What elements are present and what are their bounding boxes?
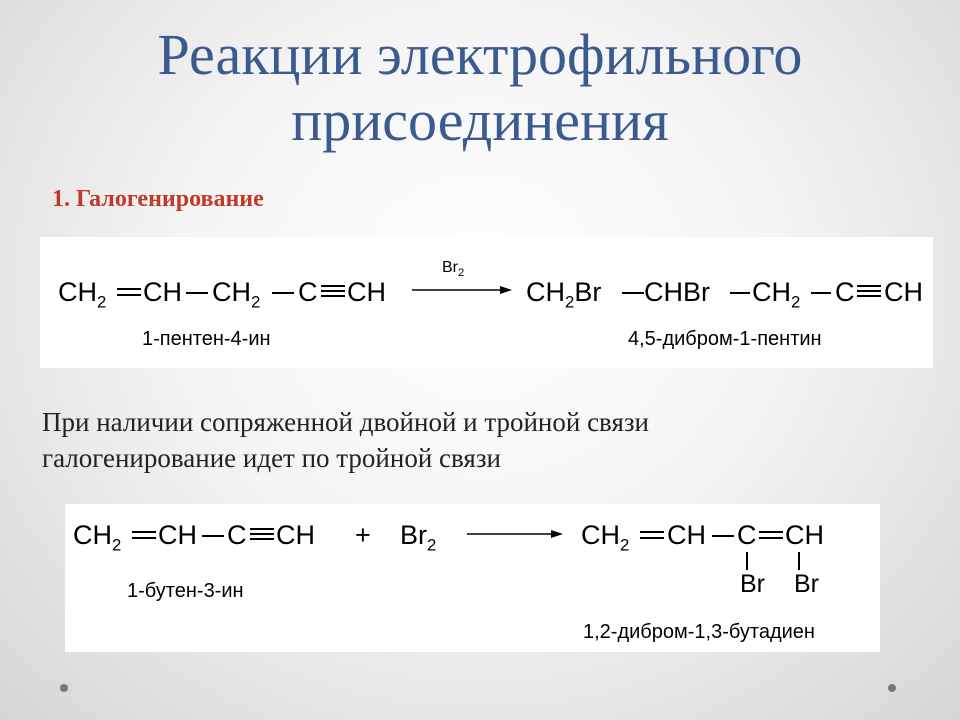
double-bond-icon: [759, 530, 783, 540]
reaction-arrow-icon: [467, 528, 563, 540]
reaction-arrow-icon: [412, 284, 512, 296]
double-bond-icon: [117, 287, 141, 297]
reaction-2-reactant-ch: CH: [158, 520, 197, 550]
reaction-1-reactant-ch: CH: [143, 277, 182, 307]
reaction-1-product-c: C: [835, 277, 855, 307]
bromine-2: Br: [794, 570, 819, 598]
reaction-1-panel: [40, 237, 933, 368]
reaction-1-reactant-name: 1-пентен-4-ин: [142, 328, 271, 350]
note-line-2: галогенирование идет по тройной связи: [42, 443, 501, 473]
reaction-2-product-c: C: [737, 520, 757, 550]
single-bond-icon: [272, 291, 294, 295]
triple-bond-icon: [857, 284, 881, 298]
reaction-2-product-name: 1,2-дибром-1,3-бутадиен: [583, 621, 815, 643]
slide-title: [0, 22, 960, 154]
single-bond-icon: [202, 534, 224, 538]
reaction-1-product-chbr: CHBr: [644, 277, 710, 307]
single-bond-icon: [622, 291, 644, 295]
triple-bond-icon: [250, 527, 274, 541]
triple-bond-icon: [321, 284, 345, 298]
reaction-2-panel: [65, 504, 880, 652]
reaction-1-reactant: $CH_2$: [58, 277, 107, 312]
reaction-2-reactant: $CH_2$: [73, 520, 122, 555]
reaction-1-product: $CH_2Br$: [526, 277, 602, 312]
single-bond-icon: [186, 291, 208, 295]
reaction-2-product: $CH_2$: [581, 520, 630, 555]
reaction-1-product-ch-end: CH: [884, 277, 923, 307]
reaction-1-reagent: $Br_2$: [442, 259, 465, 280]
slide-dot-right: [888, 684, 896, 692]
reaction-1-reactant-ch-end: CH: [347, 277, 386, 307]
section-heading: 1. Галогенирование: [52, 186, 264, 212]
double-bond-icon: [640, 530, 664, 540]
reaction-1-reactant-c: C: [298, 277, 318, 307]
reaction-2-reactant-c: C: [227, 520, 247, 550]
reaction-2-reagent: $Br_2$: [400, 520, 437, 555]
reaction-1-reactant-ch2: $CH_2$: [212, 277, 261, 312]
reaction-1-product-name: 4,5-дибром-1-пентин: [628, 328, 822, 350]
single-bond-icon: [730, 291, 750, 295]
vertical-bond-icon: [797, 552, 801, 570]
vertical-bond-icon: [745, 552, 749, 570]
plus-sign: +: [355, 520, 371, 550]
reaction-2-reactant-name: 1-бутен-3-ин: [127, 580, 244, 602]
reaction-1-product-ch2: $CH_2$: [752, 277, 801, 312]
reaction-2-product-ch-end: CH: [785, 520, 824, 550]
reaction-2-reactant-ch-end: CH: [276, 520, 315, 550]
note-line-1: При наличии сопряженной двойной и тройной связи: [42, 407, 649, 437]
reaction-2-product-ch: CH: [667, 520, 706, 550]
single-bond-icon: [811, 291, 831, 295]
single-bond-icon: [712, 534, 734, 538]
slide-dot-left: [60, 684, 68, 692]
note-text: [42, 404, 922, 476]
title-line-2: присоединения: [291, 88, 669, 153]
title-line-1: Реакции электрофильного: [157, 22, 803, 87]
double-bond-icon: [132, 530, 156, 540]
bromine-1: Br: [740, 570, 765, 598]
